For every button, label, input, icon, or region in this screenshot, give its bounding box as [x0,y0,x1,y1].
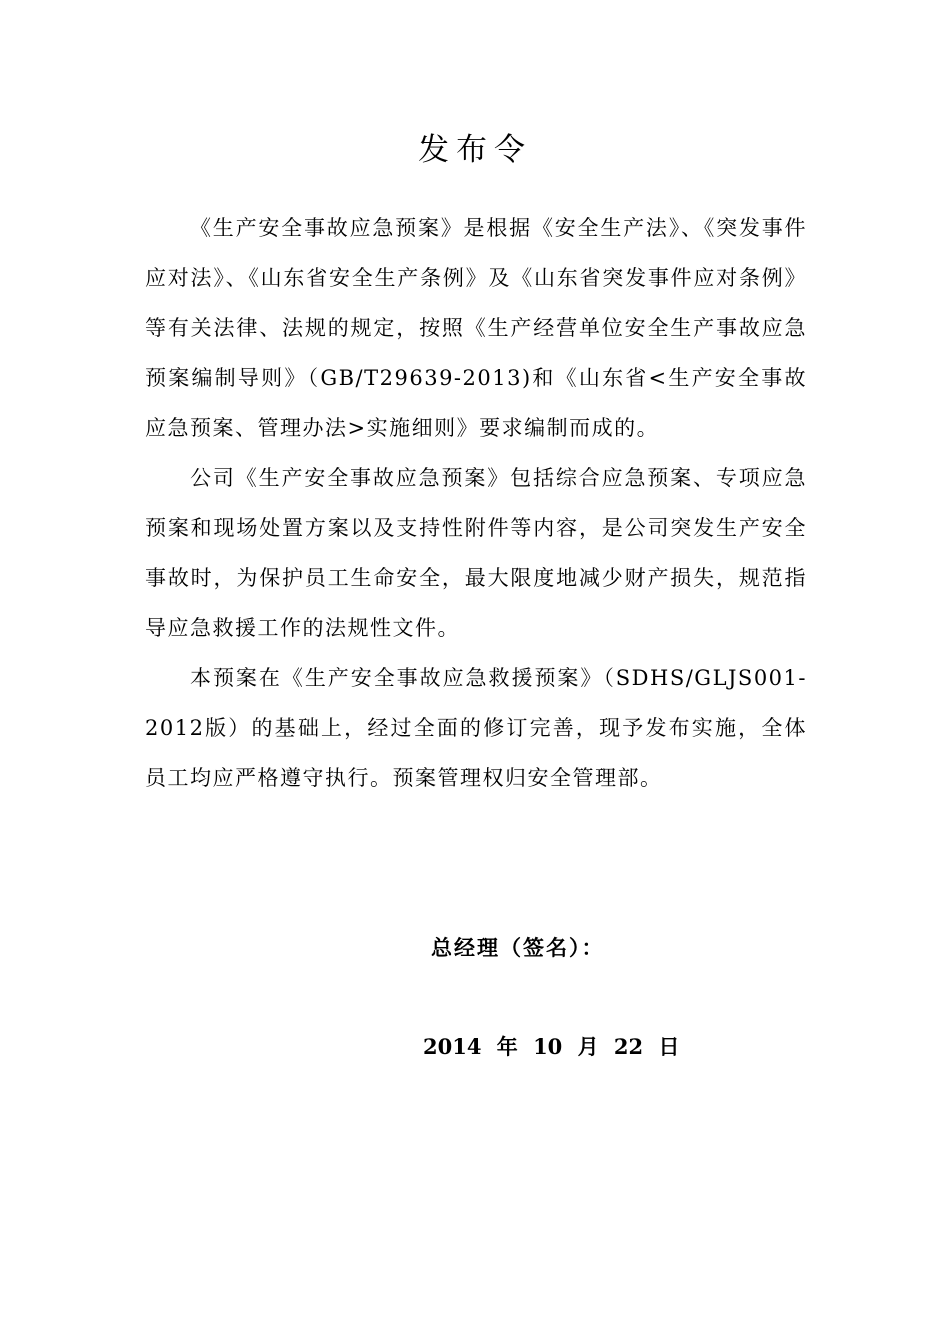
document-title: 发布令 [418,132,532,168]
issue-date: 2014 年 10 月 22 日 [423,1034,680,1059]
paragraph-2: 公司《生产安全事故应急预案》包括综合应急预案、专项应急预案和现场处置方案以及支持性附件等内容，是公司突发生产安全事故时，为保护员工生命安全，最大限度地减少财产损失，规范指导应急救援工作的法规性文件。 [145,466,807,640]
paragraph-3: 本预案在《生产安全事故应急救援预案》（SDHS/GLJS001-2012版）的基础上，经过全面的修订完善，现予发布实施，全体员工均应严格遵守执行。预案管理权归安全管理部。 [145,666,807,790]
signature-label: 总经理（签名）： [431,935,605,960]
paragraph-1: 《生产安全事故应急预案》是根据《安全生产法》、《突发事件应对法》、《山东省安全生产条例》及《山东省突发事件应对条例》等有关法律、法规的规定，按照《生产经营单位安全生产事故应急预案编制导则》（GB/T29639-2013)和《山东省<生产安全事故应急预案、管理办法>实施细则》要求编制而成的。 [145,216,807,440]
document-body [145,203,807,803]
